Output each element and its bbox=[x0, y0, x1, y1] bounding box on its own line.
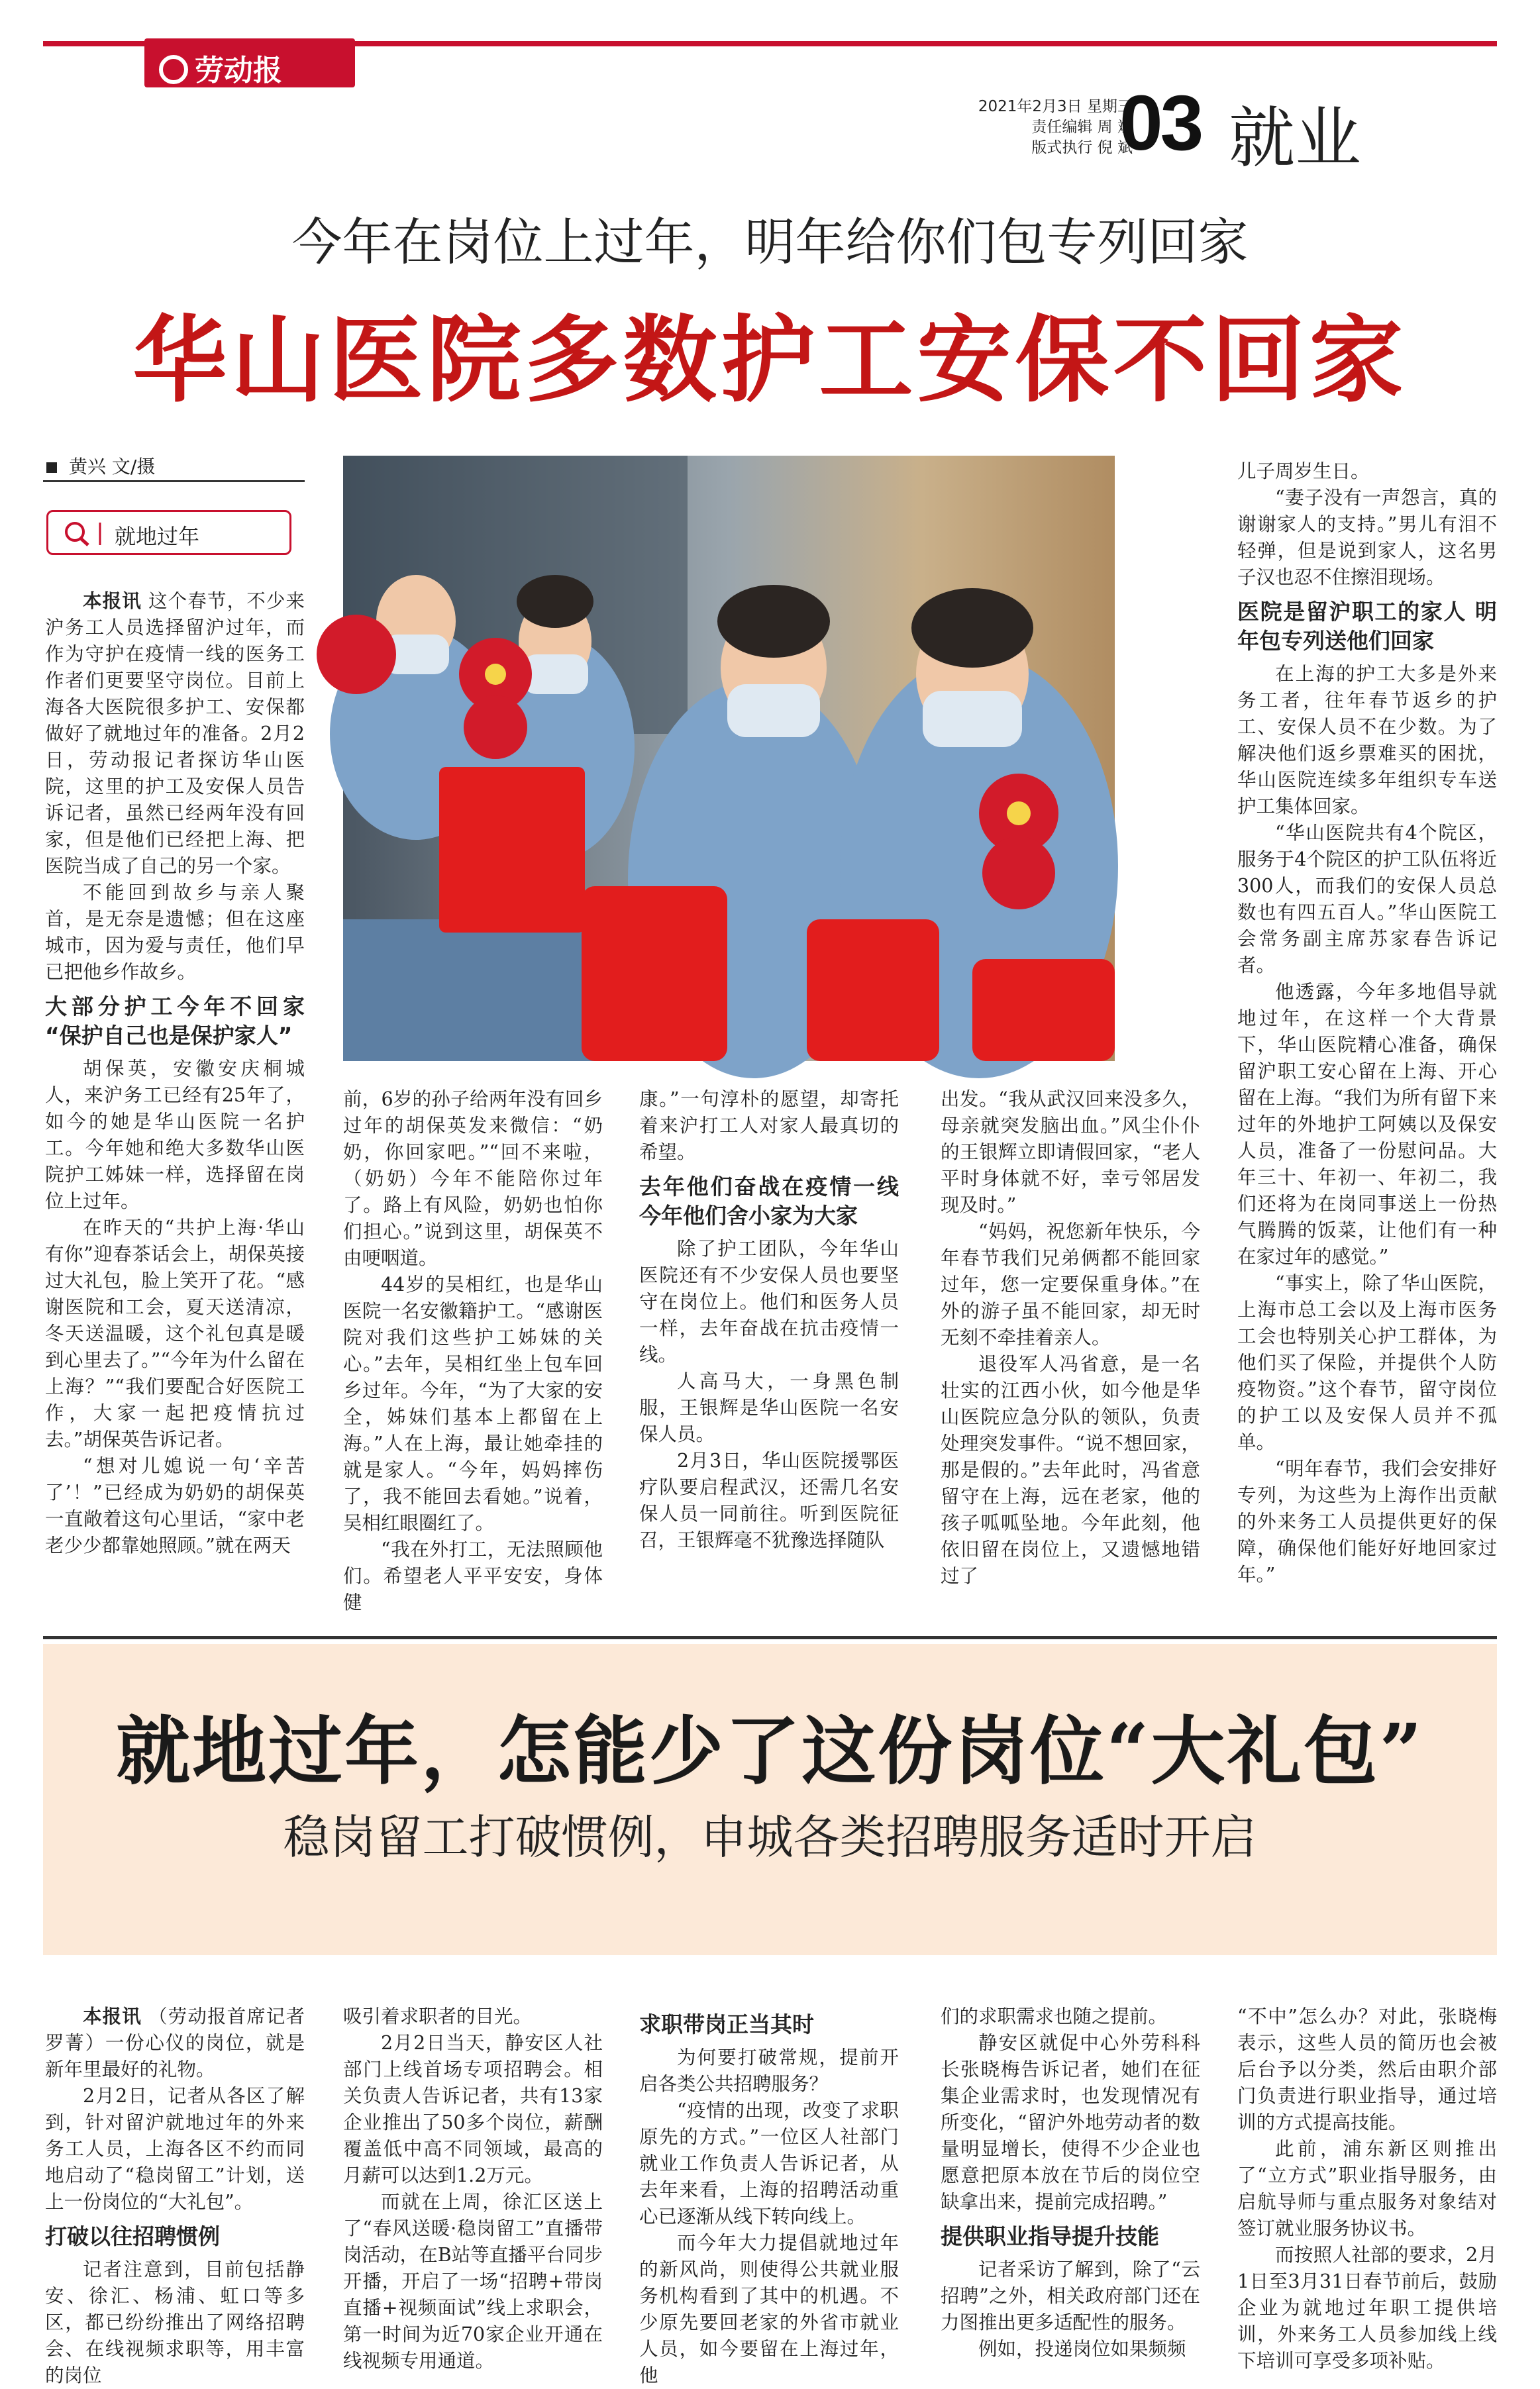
paragraph-text: 2月2日，记者从各区了解到，针对留沪就地过年的外来务工人员，上海各区不约而同地启动了“稳岗留工”计划，送上一份岗位的“大礼包”。 bbox=[45, 2085, 305, 2213]
article1-column-5 bbox=[1237, 458, 1497, 1588]
lead-label: 本报讯 bbox=[83, 2006, 142, 2027]
editor-credit: 责任编辑 周 斌 bbox=[1031, 119, 1133, 136]
paragraph bbox=[639, 2098, 899, 2230]
paragraph bbox=[941, 1086, 1200, 1219]
paragraph bbox=[45, 2257, 305, 2389]
paragraph-text: 44岁的吴相红，也是华山医院一名安徽籍护工。“感谢医院对我们这些护工姊妹的关心。”去年，吴相红坐上包车回乡过年。今年，“为了大家的安全，姊妹们基本上都留在上海。”人在上海，最让她牵挂的就是家人。“今年，妈妈摔伤了，我不能回去看她。”说着，吴相红眼圈红了。 bbox=[343, 1274, 603, 1534]
paragraph-text: 静安区就促中心外劳科科长张晓梅告诉记者，她们在征集企业需求时，也发现情况有所变化，“留沪外地劳动者的数量明显增长，使得不少企业也愿意把原本放在节后的岗位空缺拿出来，提前完成招聘。” bbox=[941, 2032, 1200, 2213]
logo-mark-icon bbox=[159, 55, 188, 84]
paragraph-text: “不中”怎么办？对此，张晓梅表示，这些人员的简历也会被后台予以分类，然后由职介部门负责进行职业指导，通过培训的方式提高技能。 bbox=[1237, 2006, 1497, 2133]
paragraph bbox=[1237, 820, 1497, 979]
article2-headline: 就地过年，怎能少了这份岗位“大礼包” bbox=[116, 1708, 1424, 1795]
paragraph bbox=[343, 1537, 603, 1616]
lead-label: 本报讯 bbox=[83, 590, 142, 612]
paragraph-text: 们的求职需求也随之提前。 bbox=[941, 2006, 1168, 2027]
paragraph-text: 而按照人社部的要求，2月1日至3月31日春节前后，鼓励企业为就地过年职工提供培训，外来务工人员参加线上线下培训可享受多项补贴。 bbox=[1237, 2244, 1497, 2372]
paragraph bbox=[45, 1453, 305, 1559]
paragraph-text: “妈妈，祝您新年快乐，今年春节我们兄弟俩都不能回家过年，您一定要保重身体。”在外的游子虽不能回家，却无时无刻不牵挂着亲人。 bbox=[941, 1221, 1200, 1348]
paragraph bbox=[1237, 2004, 1497, 2136]
paragraph-text: 出发。“我从武汉回来没多久，母亲就突发脑出血。”风尘仆仆的王银辉立即请假回家，“老人平时身体就不好，幸亏邻居发现及时。” bbox=[941, 1088, 1200, 1216]
paragraph bbox=[1237, 485, 1497, 591]
paragraph bbox=[45, 2083, 305, 2215]
issue-date: 2021年2月3日 星期三 bbox=[978, 98, 1133, 115]
paragraph bbox=[1237, 661, 1497, 820]
article2-column-1 bbox=[45, 2004, 305, 2389]
paragraph-text: 记者注意到，目前包括静安、徐汇、杨浦、虹口等多区，都已纷纷推出了网络招聘会、在线视频求职等，用丰富的岗位 bbox=[45, 2259, 305, 2386]
paragraph-text: “我在外打工，无法照顾他们。希望老人平平安安，身体健 bbox=[343, 1539, 603, 1613]
paragraph bbox=[639, 1236, 899, 1368]
article1-kicker: 今年在岗位上过年，明年给你们包专列回家 bbox=[291, 213, 1249, 272]
paragraph bbox=[343, 2004, 603, 2030]
paragraph-text: 儿子周岁生日。 bbox=[1237, 460, 1370, 482]
paragraph bbox=[1237, 1270, 1497, 1456]
paragraph bbox=[1237, 2136, 1497, 2242]
paragraph-text: “想对儿媳说一句‘辛苦了’！”已经成为奶奶的胡保英一直敞着这句心里话，“家中老老少少都靠她照顾。”就在两天 bbox=[45, 1455, 305, 1556]
paragraph-text: 在上海的护工大多是外来务工者，往年春节返乡的护工、安保人员不在少数。为了解决他们返乡票难买的困扰，华山医院连续多年组织专车送护工集体回家。 bbox=[1237, 663, 1497, 817]
paragraph-text: 记者采访了解到，除了“云招聘”之外，相关政府部门还在力图推出更多适配性的服务。 bbox=[941, 2259, 1200, 2333]
paragraph bbox=[1237, 979, 1497, 1270]
subheading: 大部分护工今年不回家 “保护自己也是保护家人” bbox=[45, 993, 305, 1048]
paragraph bbox=[343, 1086, 603, 1272]
logo-text: 劳动报 bbox=[195, 54, 282, 87]
article2-subtitle: 稳岗留工打破惯例，申城各类招聘服务适时开启 bbox=[283, 1810, 1257, 1864]
paragraph-text: 此前，浦东新区则推出了“立方式”职业指导服务，由启航导师与重点服务对象结对签订就业服务协议书。 bbox=[1237, 2138, 1497, 2239]
paragraph-text: （劳动报首席记者 罗菁）一份心仪的岗位，就是新年里最好的礼物。 bbox=[45, 2006, 305, 2080]
paragraph-text: 2月2日当天，静安区人社部门上线首场专项招聘会。相关负责人告诉记者，共有13家企业推出了50多个岗位，薪酬覆盖低中高不同领域，最高的月薪可以达到1.2万元。 bbox=[343, 2032, 603, 2186]
paragraph bbox=[343, 2030, 603, 2189]
paragraph-text: 他透露，今年多地倡导就地过年，在这样一个大背景下，华山医院精心准备，确保留沪职工安心留在上海、开心留在上海。“我们为所有留下来过年的外地护工阿姨以及保安人员，准备了一份慰问品。大年三十、年初一、年初二，我们还将为在岗同事送上一份热气腾腾的饭菜，让他们有一种在家过年的感觉。” bbox=[1237, 981, 1497, 1268]
topic-tag-label: 就地过年 bbox=[115, 524, 200, 549]
paragraph-text: 前，6岁的孙子给两年没有回乡过年的胡保英发来微信：“奶奶，你回家吧。”“回不来啦，（奶奶）今年不能陪你过年了。路上有风险，奶奶也怕你们担心。”说到这里，胡保英不由哽咽道。 bbox=[343, 1088, 603, 1269]
paragraph bbox=[45, 1056, 305, 1215]
search-icon bbox=[60, 519, 107, 549]
article2-column-4 bbox=[941, 2004, 1200, 2363]
paragraph-text: “疫情的出现，改变了求职原先的方式。”一位区人社部门就业工作负责人告诉记者，从去年来看，上海的招聘活动重心已逐渐从线下转向线上。 bbox=[639, 2100, 899, 2227]
paragraph-text: 人高马大，一身黑色制服，王银辉是华山医院一名安保人员。 bbox=[639, 1370, 899, 1445]
paragraph-text: “华山医院共有4个院区，服务于4个院区的护工队伍将近300人，而我们的安保人员总数也有四五百人。”华山医院工会常务副主席苏家春告诉记者。 bbox=[1237, 822, 1497, 976]
paragraph-text: 退役军人冯省意，是一名壮实的江西小伙，如今他是华山医院应急分队的领队，负责处理突发事件。“说不想回家，那是假的。”去年此时，冯省意留守在上海，远在老家，他的孩子呱呱坠地。今年此刻，他依旧留在岗位上，又遗憾地错过了 bbox=[941, 1353, 1200, 1587]
article2-column-3 bbox=[639, 2004, 899, 2389]
newspaper-logo bbox=[144, 38, 355, 87]
article2-column-2 bbox=[343, 2004, 603, 2374]
paragraph bbox=[343, 1272, 603, 1537]
paragraph bbox=[1237, 2242, 1497, 2374]
paragraph bbox=[941, 2004, 1200, 2030]
paragraph bbox=[1237, 1456, 1497, 1588]
paragraph bbox=[639, 1448, 899, 1554]
paragraph bbox=[45, 2004, 305, 2083]
paragraph bbox=[941, 1219, 1200, 1351]
subheading: 医院是留沪职工的家人 明年包专列送他们回家 bbox=[1237, 599, 1497, 654]
paragraph-text: 康。”一句淳朴的愿望，却寄托着来沪打工人对家人最真切的希望。 bbox=[639, 1088, 899, 1163]
section-divider bbox=[43, 1636, 1497, 1639]
paragraph-text: 在昨天的“共护上海·华山有你”迎春茶话会上，胡保英接过大礼包，脸上笑开了花。“感谢医院和工会，夏天送清凉，冬天送温暖，这个礼包真是暖到心里去了。”“今年为什么留在上海？”“我们要配合好医院工作，大家一起把疫情抗过去。”胡保英告诉记者。 bbox=[45, 1217, 305, 1450]
paragraph bbox=[45, 1215, 305, 1453]
paragraph bbox=[639, 1368, 899, 1448]
paragraph-text: 不能回到故乡与亲人聚首，是无奈是遗憾；但在这座城市，因为爱与责任，他们早已把他乡作故乡。 bbox=[45, 882, 305, 983]
paragraph-text: 胡保英，安徽安庆桐城人，来沪务工已经有25年了，如今的她是华山医院一名护工。今年她和绝大多数华山医院护工姊妹一样，选择留在岗位上过年。 bbox=[45, 1058, 305, 1212]
subheading: 求职带岗正当其时 bbox=[639, 2011, 814, 2037]
paragraph-text: 为何要打破常规，提前开启各类公共招聘服务？ bbox=[639, 2047, 899, 2095]
byline: 黄兴 文/摄 bbox=[46, 452, 155, 479]
paragraph-text: “事实上，除了华山医院，上海市总工会以及上海市医务工会也特别关心护工群体，为他们买了保险，并提供个人防疫物资。”这个春节，留守岗位的护工以及安保人员并不孤单。 bbox=[1237, 1272, 1497, 1453]
paragraph bbox=[45, 880, 305, 986]
paragraph-text: 吸引着求职者的目光。 bbox=[343, 2006, 533, 2027]
news-photo bbox=[343, 456, 1115, 1061]
paragraph bbox=[941, 2336, 1200, 2363]
paragraph bbox=[1237, 458, 1497, 485]
paragraph-text: 而今年大力提倡就地过年的新风尚，则使得公共就业服务机构看到了其中的机遇。不少原先要回老家的外省市就业人员，如今要留在上海过年，他 bbox=[639, 2232, 899, 2386]
subheading: 打破以往招聘惯例 bbox=[45, 2223, 220, 2249]
paragraph-text: 而就在上周，徐汇区送上了“春风送暖·稳岗留工”直播带岗活动，在B站等直播平台同步开播，开启了一场“招聘+带岗直播+视频面试”线上求职会，第一时间为近70家企业开通在线视频专用通道。 bbox=[343, 2191, 603, 2372]
layout-credit: 版式执行 倪 斌 bbox=[1031, 139, 1133, 156]
paragraph bbox=[639, 2230, 899, 2389]
dateline bbox=[941, 97, 1133, 158]
paragraph bbox=[941, 2030, 1200, 2215]
paragraph-text: 这个春节，不少来沪务工人员选择留沪过年，而作为守护在疫情一线的医务工作者们更要坚守岗位。目前上海各大医院很多护工、安保都做好了就地过年的准备。2月2日，劳动报记者探访华山医院，这里的护工及安保人员告诉记者，虽然已经两年没有回家，但是他们已经把上海、把医院当成了自己的另一个家。 bbox=[45, 590, 305, 877]
article1-column-3 bbox=[639, 1086, 899, 1554]
paragraph-text: 例如，投递岗位如果频频 bbox=[978, 2338, 1186, 2360]
page-number: 03 bbox=[1119, 79, 1202, 167]
byline-rule bbox=[43, 480, 305, 482]
article1-headline: 华山医院多数护工安保不回家 bbox=[132, 305, 1408, 415]
article1-column-1 bbox=[45, 588, 305, 1559]
paragraph bbox=[941, 2257, 1200, 2336]
paragraph bbox=[45, 588, 305, 880]
paragraph bbox=[941, 1351, 1200, 1590]
paragraph bbox=[639, 2045, 899, 2098]
paragraph-text: “明年春节，我们会安排好专列，为这些为上海作出贡献的外来务工人员提供更好的保障，确保他们能好好地回家过年。” bbox=[1237, 1458, 1497, 1586]
paragraph bbox=[639, 1086, 899, 1166]
section-title: 就业 bbox=[1229, 99, 1361, 177]
paragraph-text: 除了护工团队，今年华山医院还有不少安保人员也要坚守在岗位上。他们和医务人员一样，去年奋战在抗击疫情一线。 bbox=[639, 1238, 899, 1366]
topic-tag bbox=[46, 510, 291, 555]
article2-column-5 bbox=[1237, 2004, 1497, 2374]
paragraph-text: “妻子没有一声怨言，真的谢谢家人的支持。”男儿有泪不轻弹，但是说到家人，这名男子汉也忍不住擦泪现场。 bbox=[1237, 487, 1497, 588]
article1-column-2 bbox=[343, 1086, 603, 1616]
subheading: 去年他们奋战在疫情一线 今年他们舍小家为大家 bbox=[639, 1174, 899, 1229]
article2-banner bbox=[43, 1644, 1497, 1955]
article1-column-4 bbox=[941, 1086, 1200, 1590]
subheading: 提供职业指导提升技能 bbox=[941, 2223, 1159, 2249]
paragraph-text: 2月3日，华山医院援鄂医疗队要启程武汉，还需几名安保人员一同前往。听到医院征召，王银辉毫不犹豫选择随队 bbox=[639, 1450, 899, 1551]
paragraph bbox=[343, 2189, 603, 2374]
